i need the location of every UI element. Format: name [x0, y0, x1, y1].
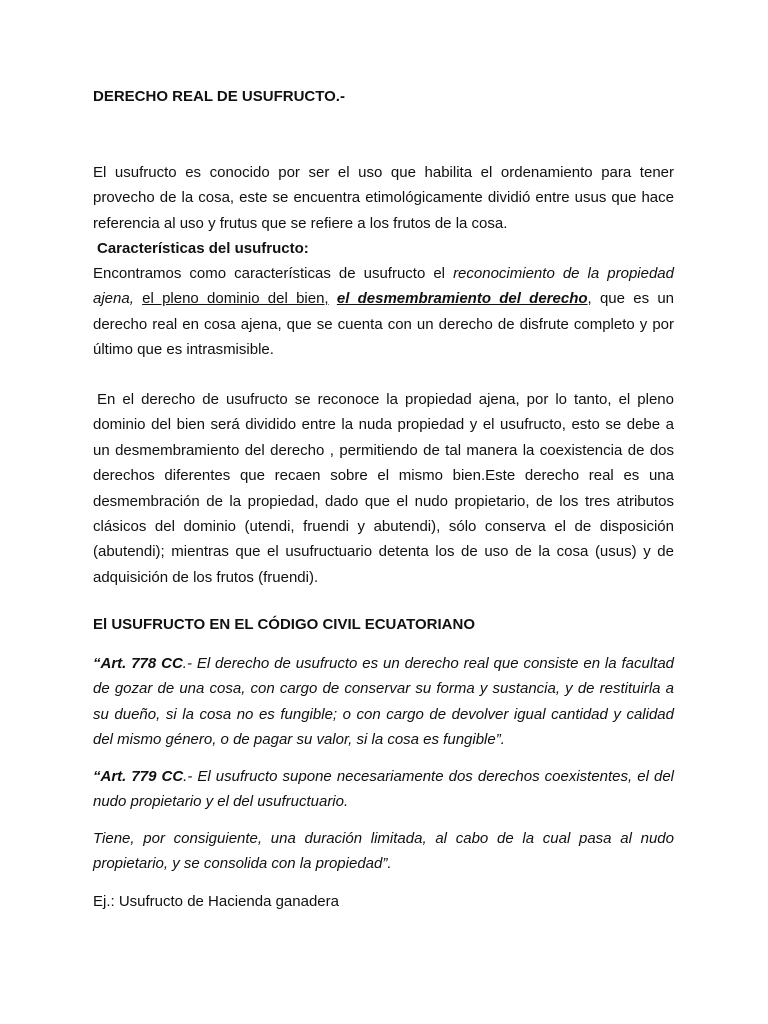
article-778-text: .- El derecho de usufructo es un derecho real que consiste en la facultad de gozar de una cosa, con cargo de conservar su forma y sustancia, y de restituirla a su dueño, si la cosa no es fungible; o con cargo de devolver igual cantidad y calidad del mismo género, o de pagar su valor, si la cosa es fungible”. [93, 655, 675, 749]
intro-paragraph: El usufructo es conocido por ser el uso que habilita el ordenamiento para tener provecho de la cosa, este se encuentra etimológicamente dividió entre usus que hace referencia al uso y frutus que se refiere a los frutos de la cosa. [93, 164, 674, 232]
article-779-label: “Art. 779 CC [93, 768, 184, 785]
article-778-paragraph [93, 651, 674, 753]
article-778-label: “Art. 778 CC [93, 655, 183, 672]
document-title: DERECHO REAL DE USUFRUCTO.- [93, 88, 345, 105]
example-line: Ej.: Usufructo de Hacienda ganadera [93, 893, 339, 910]
article-779-continuation: Tiene, por consiguiente, una duración limitada, al cabo de la cual pasa al nudo propietario, y se consolida con la propiedad”. [93, 830, 674, 873]
characteristic-pleno-dominio: el pleno dominio del bien, [142, 290, 329, 308]
second-paragraph: En el derecho de usufructo se reconoce la propiedad ajena, por lo tanto, el pleno dominio del bien será dividido entre la nuda propiedad y el usufructo, esto se debe a un desmembramiento del derecho , permitiendo de tal manera la coexistencia de dos derechos diferentes que recaen sobre el mismo bien.Este derecho real es una desmembración de la propiedad, dado que el nudo propietario, de los tres atributos clásicos del dominio (utendi, fruendi y abutendi), sólo conserva el de disposición (abutendi); mientras que el usufructuario detenta los de uso de la cosa (usus) y de adquisición de los frutos (fruendi). [93, 391, 674, 586]
characteristics-space-2 [329, 290, 337, 307]
characteristics-text-start: Encontramos como características de usufructo el [93, 265, 454, 282]
characteristics-heading: Características del usufructo: [97, 240, 309, 257]
section-heading: El USUFRUCTO EN EL CÓDIGO CIVIL ECUATORIANO [93, 616, 475, 633]
characteristics-text-end: , que es un derecho real en cosa ajena, que se cuenta con un derecho de disfrute completo y por último que es intrasmisible. [93, 290, 675, 359]
characteristics-paragraph [93, 261, 674, 363]
characteristics-space-1 [134, 290, 142, 307]
characteristic-desmembramiento: el desmembramiento del derecho [336, 290, 588, 308]
characteristic-ajena: reconocimiento de la propiedad ajena, [93, 265, 674, 308]
article-779-paragraph [93, 764, 674, 815]
article-779-text: .- El usufructo supone necesariamente dos derechos coexistentes, el del nudo propietario y el del usufructuario. [93, 768, 674, 811]
